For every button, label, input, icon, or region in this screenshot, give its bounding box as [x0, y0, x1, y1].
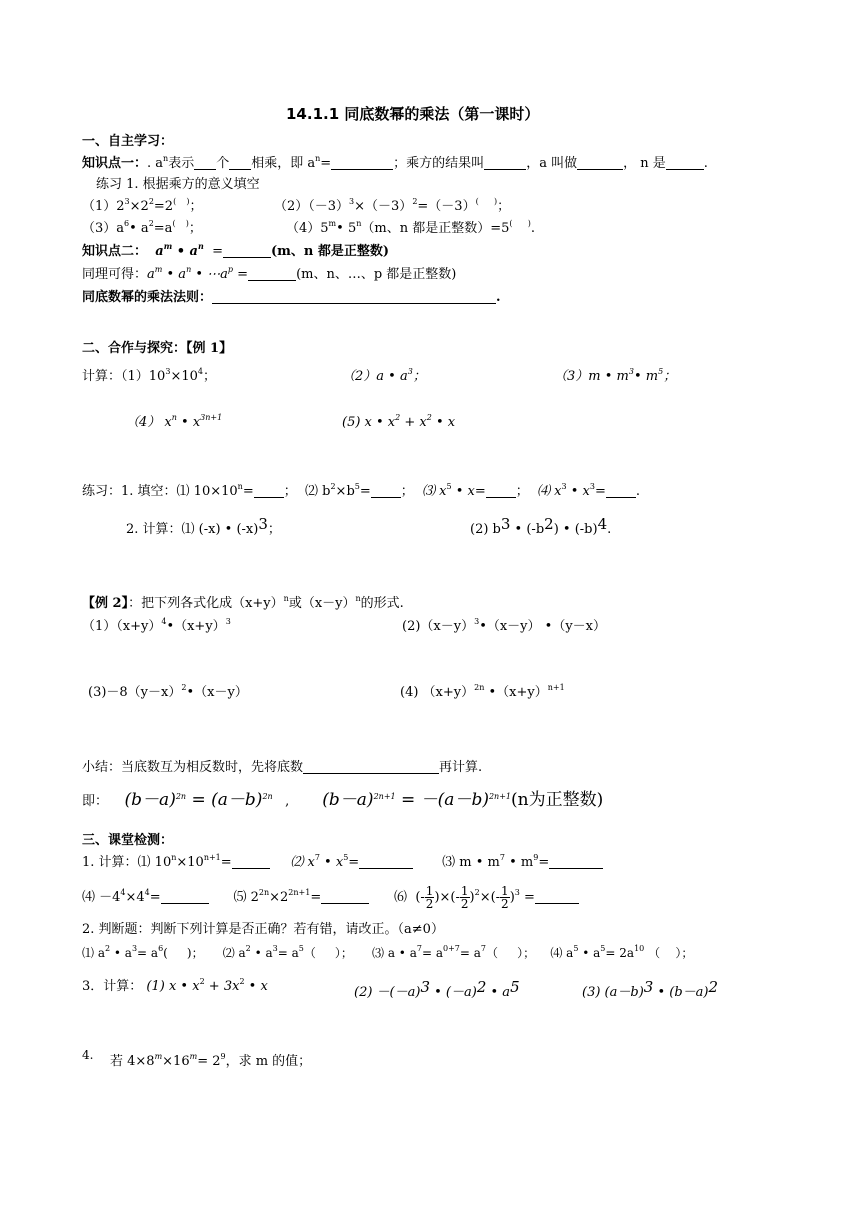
- summary-a: 小结：当底数互为相反数时，先将底数: [82, 760, 304, 775]
- check-1d: ⑷ －4: [82, 890, 121, 905]
- check-1e: ⑸ 2: [233, 890, 259, 905]
- ex1-q3-b: • m: [633, 369, 659, 384]
- ex2-q2-b: •（x－y） •（y－x）: [479, 619, 607, 634]
- judge-3b: = a: [421, 946, 443, 960]
- same-rule: 同理可得：$a^m$ • $a^n$ • $\cdots a^p = (m$、n、…、p 都是正整数): [82, 265, 457, 282]
- practice-calc-row-2: (2) b3 • (-b2) • (-b)4.: [470, 515, 612, 537]
- ex2-q4-a: (4) （x+y）: [400, 685, 475, 700]
- multiplication-rule: 同底数幂的乘法法则： .: [82, 290, 501, 305]
- ex2-text-a: ：把下列各式化成（x+y）: [128, 596, 284, 611]
- kp1-a: . a: [147, 156, 164, 171]
- formula-label: 即：: [82, 794, 109, 809]
- kp1-label: 知识点一：: [82, 156, 148, 171]
- judge-instructions: 2. 判断题：判断下列计算是否正确？若有错，请改正。（a≠0）: [82, 922, 444, 937]
- formula-note: (n为正整数): [511, 790, 604, 810]
- ex1-q2: （2）（－3）: [274, 199, 350, 214]
- page-title: 14.1.1 同底数幂的乘法（第一课时）: [286, 105, 540, 123]
- ex2-q3-b: •（x－y）: [186, 685, 248, 700]
- exercise-1-title: 练习 1. 根据乘方的意义填空: [96, 177, 260, 192]
- practice-p4b: • x: [566, 484, 590, 499]
- exercise-1-row-1: $(1)2^3\times 2^2=2^{( )}$；: [82, 197, 203, 214]
- judge-3c: = a: [459, 946, 481, 960]
- judge-1b: • a: [110, 946, 132, 960]
- rule-label: 同底数幂的乘法法则：: [82, 290, 213, 305]
- check-1-row-1: 1. 计算：⑴ $10^n\times 10^{n+1}=$ ⑵ $x^7$ • $x^5=$ ⑶ m • $m^7$ • $m^9=$: [82, 854, 603, 872]
- practice-p2: ⑵ b: [304, 484, 331, 499]
- kp1-d: 相乘，即 a: [251, 156, 316, 171]
- calc-3-3b: • (b－a): [653, 985, 709, 1000]
- summary: [82, 759, 482, 777]
- knowledge-point-1: 知识点一：. $a^n$表示 个 相乘，即 $a^n=$ ；乘方的结果叫 ，a 叫做 ， n 是 .: [82, 154, 708, 171]
- calc-label: 计算：: [82, 369, 122, 384]
- ex2-q4-b: •（x+y）: [484, 685, 548, 700]
- same-text: (m、n、…、p 都是正整数): [296, 267, 457, 282]
- q4-text-d: ，求 m 的值；: [225, 1054, 312, 1069]
- ex1-q4b: • 5: [336, 221, 357, 236]
- calc-3-1a: (1) x • x: [146, 979, 200, 994]
- practice-p3b: • x=: [451, 484, 486, 499]
- ex2-q1-b: •（x+y）: [166, 619, 226, 634]
- ex1-q3b: • a: [129, 221, 149, 236]
- ex1-q1c: =2: [153, 199, 174, 214]
- example-2-q4: (4) $(x+y)^{2n}$ $•(x+y)^{n+1}$: [400, 683, 565, 700]
- practice-fill-row: 练习：1. 填空：⑴ $10\times 10^n=$ ； ⑵ $b^2\times b^5=$ ； ⑶ $x^5$ • x= ； ⑷ $x^3$ • $x^3=$ .: [82, 482, 640, 499]
- calc-3-3a: (3) (a－b): [582, 985, 644, 1000]
- practice-p1: ⑴ 10×10: [176, 484, 238, 499]
- kp2-text: (m、n 都是正整数): [270, 244, 390, 259]
- check-1b2: • x: [319, 855, 344, 870]
- ex1-q3: （3）a: [82, 221, 125, 236]
- ex2-q1-a: （1）（x+y）: [82, 619, 162, 634]
- judge-2c: = a: [277, 946, 299, 960]
- ex1-q3c: =a: [153, 221, 173, 236]
- example-2-q1: $(1)(x+y)^4•(x+y)^3$: [82, 617, 231, 634]
- example-1-q5: (5) x • $x^2 + x^2$ • x: [342, 413, 456, 430]
- ex1-q5-b: + x: [400, 415, 427, 430]
- check-1c2: • m: [504, 855, 534, 870]
- practice-p3: ⑶ x: [422, 484, 447, 499]
- check-1c: ⑶ m • m: [442, 855, 500, 870]
- ex1-tag: 【例 1】: [186, 341, 233, 356]
- section-1-heading: 一、自主学习：: [82, 134, 174, 149]
- practice-calc-row: 2. 计算：⑴ (-x) • (-x)3；: [126, 515, 281, 537]
- q4-text-a: 若 4×8: [109, 1054, 155, 1069]
- exercise-1-row-2b: （4）5$^m$• 5$^n$（m、n 都是正整数）=5( ).: [286, 219, 536, 236]
- section-2-heading: [82, 340, 232, 358]
- practice-calc-2a: (2) b: [470, 522, 501, 537]
- practice-p2b: ×b: [335, 484, 355, 499]
- q4-text-b: ×16: [162, 1054, 190, 1069]
- example-1-q3: （3）m • $m^3•$ $m^5$；: [554, 367, 677, 384]
- judge-4b: • a: [578, 946, 601, 960]
- ex2-q2-a: (2)（x－y）: [402, 619, 475, 634]
- check-1a2: ×10: [176, 855, 204, 870]
- check-1e2: ×2: [269, 890, 289, 905]
- judge-4a: ⑷ a: [550, 946, 574, 960]
- ex1-q1-a: （1）10: [121, 369, 166, 384]
- ex1-q4-b: • x: [176, 415, 201, 430]
- kp1-g: ，a 叫做: [526, 156, 578, 171]
- practice-calc-1: 2. 计算：⑴ (-x) • (-x): [126, 522, 259, 537]
- s2-heading: 二、合作与探究：: [82, 341, 187, 356]
- calc-3-2c: • a: [486, 985, 511, 1000]
- judge-1c: = a: [137, 946, 159, 960]
- ex2-q3-a: (3)－8（y－x）: [88, 685, 182, 700]
- example-2-intro: 【例 2】：把下列各式化成$(x+y)^n$或$(x-y)^n$的形式.: [82, 594, 404, 611]
- ex1-q1b: ×2: [129, 199, 149, 214]
- calc-3-1b: + 3x: [204, 979, 240, 994]
- example-1-q4: （4） $x^n$ • $x^{3n+1}$: [126, 413, 223, 430]
- question-4: 4. 若 $4\times 8^m\times 16^m= 2^9$，求 m 的值；: [82, 1048, 312, 1069]
- ex1-q4c: （m、n 都是正整数）=5: [361, 221, 510, 236]
- formula-row: 即： $(b-a)^{2n} = (a-b)^{2n}$ , $(b-a)^{2n+1} = -(a-b)^{2n+1}(n$为正整数): [82, 790, 604, 810]
- ex1-q2b: ×（－3）: [354, 199, 413, 214]
- calc-3-2b: • (－a): [430, 985, 477, 1000]
- knowledge-point-2: 知识点二： $a^m$ • $a^n = (m$、n 都是正整数): [82, 241, 390, 259]
- example-2-q2: $(2)(x-y)^3•(x-y)$ •（y－x）: [402, 617, 607, 634]
- check-1-label: 1. 计算：: [82, 855, 138, 870]
- judge-2a: ⑵ a: [222, 946, 246, 960]
- ex2-text-c: 的形式.: [360, 596, 404, 611]
- practice-calc-2b: • (-b: [510, 522, 545, 537]
- ex2-text-b: 或（x－y）: [288, 596, 356, 611]
- example-1-q2: （2）a • $a^3$；: [342, 367, 426, 384]
- calc-3-q2: (2) －(－a)3 • (－a)2 • a5: [354, 978, 520, 1000]
- ex2-tag: 【例 2】: [82, 596, 129, 611]
- q4-num: 4.: [82, 1048, 94, 1062]
- judge-1a: ⑴ a: [82, 946, 105, 960]
- calc-3-row: 3．计算： (1) x • $x^2 + 3x^2$ • x: [82, 977, 268, 994]
- calc-3-label: 3．计算：: [82, 979, 143, 994]
- same-label: 同理可得：: [82, 267, 148, 282]
- kp1-f: ；乘方的结果叫: [393, 156, 485, 171]
- calc-3-2a: (2) －(－a): [354, 985, 421, 1000]
- judge-row: ⑴ $a^2$ • $a^3= a^6$( )； ⑵ $a^2$ • $a^3= a^5$（ ）； ⑶ a • $a^7= a^{0+7}= a^7$（ ）； ⑷ $a^5$ • $a^5= 2a^{10}$ （ ）；: [82, 944, 694, 960]
- calc-3-q3: (3) (a－b)3 • (b－a)2: [582, 978, 719, 1000]
- kp1-e: =: [320, 156, 332, 171]
- q4-text-c: = 2: [197, 1054, 221, 1069]
- example-1-row-1: 计算：$(1)10^3\times 10^4$；: [82, 367, 216, 384]
- ex1-q5-a: (5) x • x: [342, 415, 396, 430]
- practice-label: 练习：1. 填空：: [82, 484, 177, 499]
- ex1-q1: （1）2: [82, 199, 125, 214]
- ex1-q2-a: （2）a • a: [342, 369, 408, 384]
- judge-3a: ⑶ a • a: [372, 946, 417, 960]
- section-3-heading: 三、课堂检测：: [82, 833, 174, 848]
- kp1-b: 表示: [168, 156, 195, 171]
- check-1d2: ×4: [125, 890, 145, 905]
- kp1-h: ， n 是: [623, 156, 666, 171]
- check-1-row-2: ⑷ $-4^4\times 4^4=$ ⑸ $2^{2n}\times 2^{2n+1}=$ ⑹ (- $\frac{1}{2}$ )×(- $\frac{1}{2}$ )$^2$×(- $\frac{1}{2}$ )$^3$ =: [82, 885, 579, 910]
- ex1-q2c: =（－3）: [417, 199, 476, 214]
- calc-3-1c: • x: [244, 979, 268, 994]
- exercise-1-row-2: $(3)a^6•$ $a^2=a^{( )}$；: [82, 219, 202, 236]
- check-1b: ⑵ x: [290, 855, 315, 870]
- example-2-q3: $(3)-8(y-x)^2•(x-y)$: [88, 683, 248, 700]
- summary-b: 再计算.: [439, 760, 483, 775]
- kp1-c: 个: [216, 156, 230, 171]
- judge-2b: • a: [250, 946, 273, 960]
- ex1-q3-a: （3）m • m: [554, 369, 629, 384]
- ex1-q5-c: • x: [431, 415, 456, 430]
- kp2-label: 知识点二：: [82, 244, 148, 259]
- ex1-q1-b: ×10: [170, 369, 198, 384]
- practice-p4: ⑷ x: [537, 484, 562, 499]
- ex1-q4: （4）5: [286, 221, 329, 236]
- ex1-q4-a: （4） x: [126, 415, 172, 430]
- practice-calc-2c: ) • (-b): [553, 522, 598, 537]
- judge-4c: = 2a: [605, 946, 635, 960]
- exercise-1-row-1b: $(2)(-3)^3\times(-3)^2=(-3)^{( )}$；: [274, 197, 511, 214]
- check-1f: ⑹: [394, 890, 408, 905]
- check-1a: ⑴ 10: [137, 855, 172, 870]
